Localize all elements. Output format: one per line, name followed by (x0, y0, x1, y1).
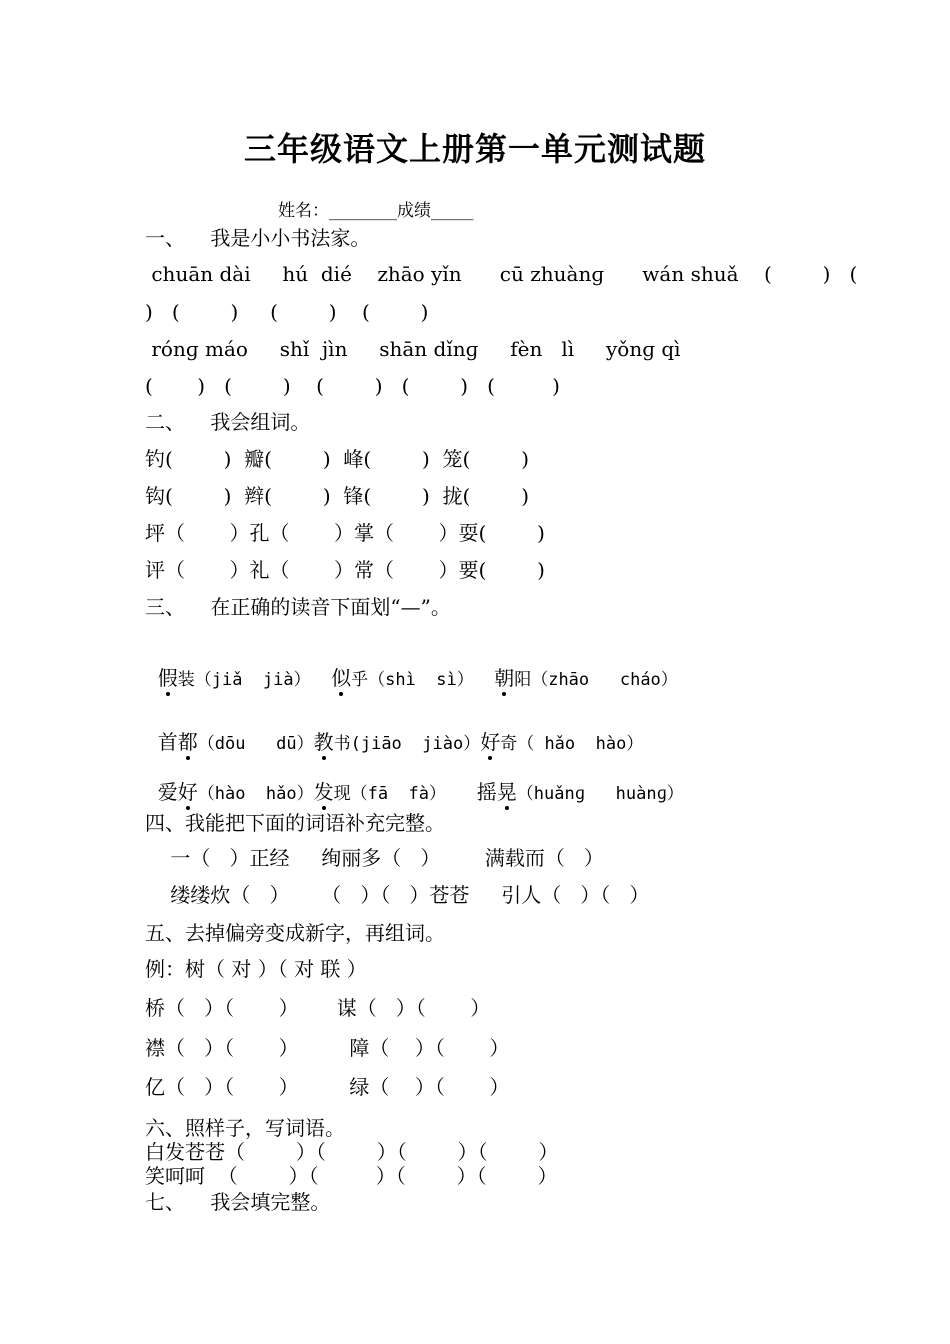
section-4-row: 一（ ）正经 绚丽多（ ） 满载而（ ） (145, 846, 604, 870)
section-3-heading: 三、 在正确的读音下面划“—”。 (145, 595, 451, 619)
section-5-heading: 五、去掉偏旁变成新字，再组词。 (145, 921, 445, 945)
dotted-char: 朝 (494, 666, 515, 690)
reading-choice: 现（fā fà） (333, 784, 477, 804)
section-5-row: 襟（ ）（ ） 障（ ）（ ） (145, 1036, 510, 1060)
section-1-blanks-row-1: ) ( ) ( ) ( ) (145, 300, 429, 324)
plain-char: 爱 (157, 780, 178, 804)
plain-char: 首 (157, 730, 178, 754)
dotted-char: 好 (480, 730, 501, 754)
section-4-row: 缕缕炊（ ） （ ）（ ）苍苍 引人（ ）（ ） (145, 883, 650, 907)
reading-choice: 书(jiāo jiào） (333, 734, 481, 754)
section-3-row (145, 642, 678, 692)
reading-choice: 阳（zhāo cháo） (514, 670, 678, 690)
section-2-row: 评（ ）礼（ ）常（ ）要( ) (145, 558, 545, 582)
section-5-row: 桥（ ）（ ） 谋（ ）（ ） (145, 996, 491, 1020)
reading-choice: （hào hǎo） (197, 784, 314, 804)
reading-choice: （dōu dū） (197, 734, 314, 754)
section-6-row: 笑呵呵 （ ）（ ）（ ）（ ） (145, 1164, 558, 1188)
dotted-char: 教 (313, 730, 334, 754)
reading-choice: （huǎnɡ huànɡ） (516, 784, 684, 804)
section-2-row: 钓( ) 瓣( ) 峰( ) 笼( ) (145, 447, 530, 471)
reading-choice: 装（jiǎ jià） (177, 670, 332, 690)
dotted-char: 晃 (496, 780, 517, 804)
section-1-heading: 一、 我是小小书法家。 (145, 226, 371, 250)
section-1-pinyin-row-1: chuān dài hú dié zhāo yǐn cū zhuànɡ wán shuǎ ( ) ( (145, 262, 858, 286)
plain-char: 摇 (476, 780, 497, 804)
dotted-char: 都 (177, 730, 198, 754)
reading-choice: 乎（shì sì） (351, 670, 495, 690)
section-1-blanks-row-2: ( ) ( ) ( ) ( ) ( ) (145, 374, 560, 398)
section-3-row (145, 756, 684, 806)
dotted-char: 发 (313, 780, 334, 804)
dotted-char: 好 (177, 780, 198, 804)
section-2-row: 坪（ ）孔（ ）掌（ ）耍( ) (145, 521, 545, 545)
section-5-example: 例：树（ 对 ）（ 对 联 ） (145, 957, 367, 981)
section-6-heading: 六、照样子，写词语。 (145, 1116, 345, 1140)
section-4-heading: 四、我能把下面的词语补充完整。 (145, 811, 445, 835)
name-score-line: 姓名：________成绩_____ (278, 201, 474, 221)
section-2-heading: 二、 我会组词。 (145, 410, 311, 434)
page-title: 三年级语文上册第一单元测试题 (243, 130, 706, 168)
section-3-row (145, 706, 643, 756)
reading-choice: 奇（ hǎo hào） (500, 734, 644, 754)
section-5-row: 亿（ ）（ ） 绿（ ）（ ） (145, 1075, 510, 1099)
section-7-heading: 七、 我会填完整。 (145, 1190, 331, 1214)
section-2-row: 钩( ) 辫( ) 锋( ) 拢( ) (145, 484, 530, 508)
section-1-pinyin-row-2: rónɡ máo shǐ jìn shān dǐnɡ fèn lì yǒnɡ qì (145, 337, 681, 361)
dotted-char: 假 (157, 666, 178, 690)
section-6-row: 白发苍苍（ ）（ ）（ ）（ ） (145, 1140, 559, 1164)
dotted-char: 似 (331, 666, 352, 690)
